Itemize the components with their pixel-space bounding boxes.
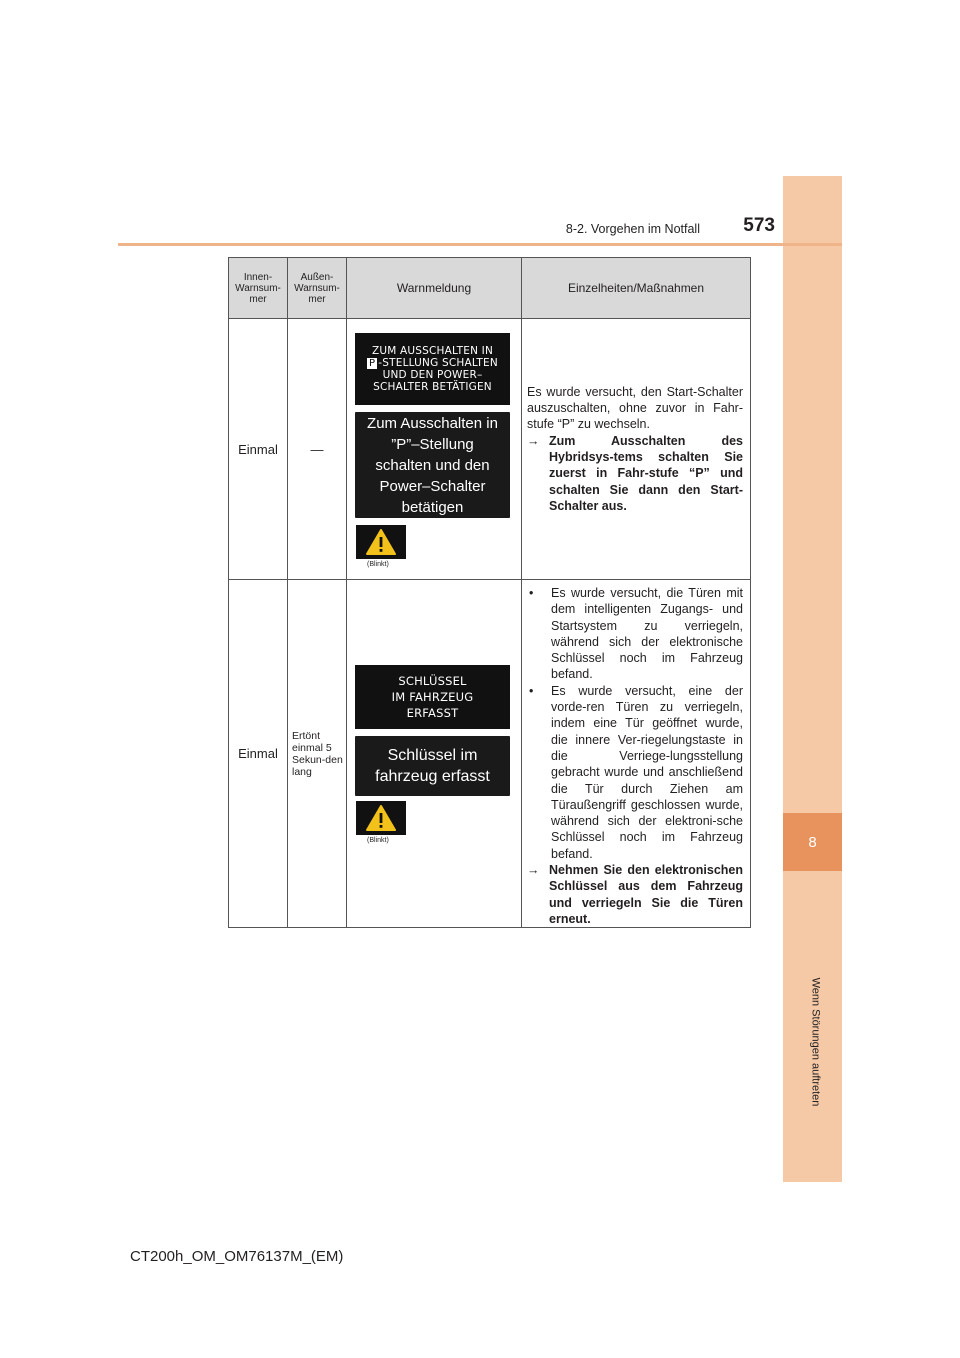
action-text: Zum Ausschalten des Hybridsys-tems schalten Sie zuerst in Fahr-stufe “P” und schalten Sie dann den Start-Schalter aus. <box>549 433 743 513</box>
chapter-title: Wenn Störungen auftreten <box>809 977 822 1107</box>
action-item <box>527 862 743 927</box>
header-outer-buzzer: Außen-Warnsum-mer <box>288 258 347 319</box>
display-line: ZUM AUSSCHALTEN IN <box>371 345 494 357</box>
display-line-p: P -STELLUNG SCHALTEN <box>369 357 498 369</box>
list-item <box>527 683 743 862</box>
warning-triangle-icon <box>366 805 396 831</box>
outer-buzzer-cell: Ertönt einmal 5 Sekun-den lang <box>288 580 347 928</box>
warning-triangle-icon <box>366 529 396 555</box>
display-lower: Schlüssel im fahrzeug erfasst <box>355 736 510 796</box>
list-item <box>527 585 743 683</box>
inner-buzzer-cell: Einmal <box>229 580 288 928</box>
action-text: Nehmen Sie den elektronischen Schlüssel aus dem Fahrzeug und verriegeln Sie die Türen erneut. <box>549 863 743 926</box>
section-title: 8-2. Vorgehen im Notfall <box>565 222 700 236</box>
warning-icon-box <box>356 801 406 835</box>
header-inner-buzzer: Innen-Warnsum-mer <box>229 258 288 319</box>
header-details: Einzelheiten/Maßnahmen <box>522 258 751 319</box>
message-cell <box>347 580 522 928</box>
outer-buzzer-cell: — <box>288 319 347 580</box>
page-number: 573 <box>743 215 775 236</box>
display-upper <box>355 333 510 405</box>
display-lower: Zum Ausschalten in ”P”–Stellung schalten und den Power–Schalter betätigen <box>355 412 510 518</box>
table-header-row <box>229 258 751 319</box>
bullet-text: Es wurde versucht, die Türen mit dem intelligenten Zugangs- und Startsystem zu verriegeln, während sich der elektronische Schlüssel noch im Fahrzeug befand. <box>551 586 743 682</box>
action-item <box>527 433 743 514</box>
p-badge: P <box>369 358 376 369</box>
display-upper <box>355 665 510 729</box>
display-line: ERFASST <box>406 705 459 720</box>
display-line: UND DEN POWER– <box>382 369 483 381</box>
details-cell <box>522 319 751 580</box>
header-message: Warnmeldung <box>347 258 522 319</box>
bullet: • <box>529 586 534 600</box>
blink-label: (Blinkt) <box>367 836 389 844</box>
arrow-icon: → <box>527 863 540 878</box>
table-row <box>229 580 751 928</box>
table-row <box>229 319 751 580</box>
chapter-number: 8 <box>783 813 842 871</box>
display-line: SCHALTER BETÄTIGEN <box>373 381 492 393</box>
warning-icon-box <box>356 525 406 559</box>
display-line: IM FAHRZEUG <box>391 689 474 704</box>
details-text: Es wurde versucht, den Start-Schalter auszuschalten, ohne zuvor in Fahr-stufe “P” zu wechseln. <box>527 384 743 432</box>
inner-buzzer-cell: Einmal <box>229 319 288 580</box>
bullet: • <box>529 683 534 698</box>
warning-table <box>228 257 751 928</box>
message-cell <box>347 319 522 580</box>
header-rule <box>118 243 842 246</box>
document-code: CT200h_OM_OM76137M_(EM) <box>130 1248 344 1265</box>
arrow-icon: → <box>527 433 540 448</box>
details-cell <box>522 580 751 928</box>
bullet-text: Es wurde versucht, eine der vorde-ren Türen zu verriegeln, indem eine Tür geöffnet wurde, die innere Ver-riegelungstaste in die Verriege-lungsstellung gebracht wurde und anschließend die Tür durch Ziehen am Türaußengriff geschlossen wurde, während sich der elektroni-sche Schlüssel noch im Fahrzeug befand. <box>551 683 743 861</box>
blink-label: (Blinkt) <box>367 561 389 568</box>
display-line: SCHLÜSSEL <box>398 673 467 688</box>
